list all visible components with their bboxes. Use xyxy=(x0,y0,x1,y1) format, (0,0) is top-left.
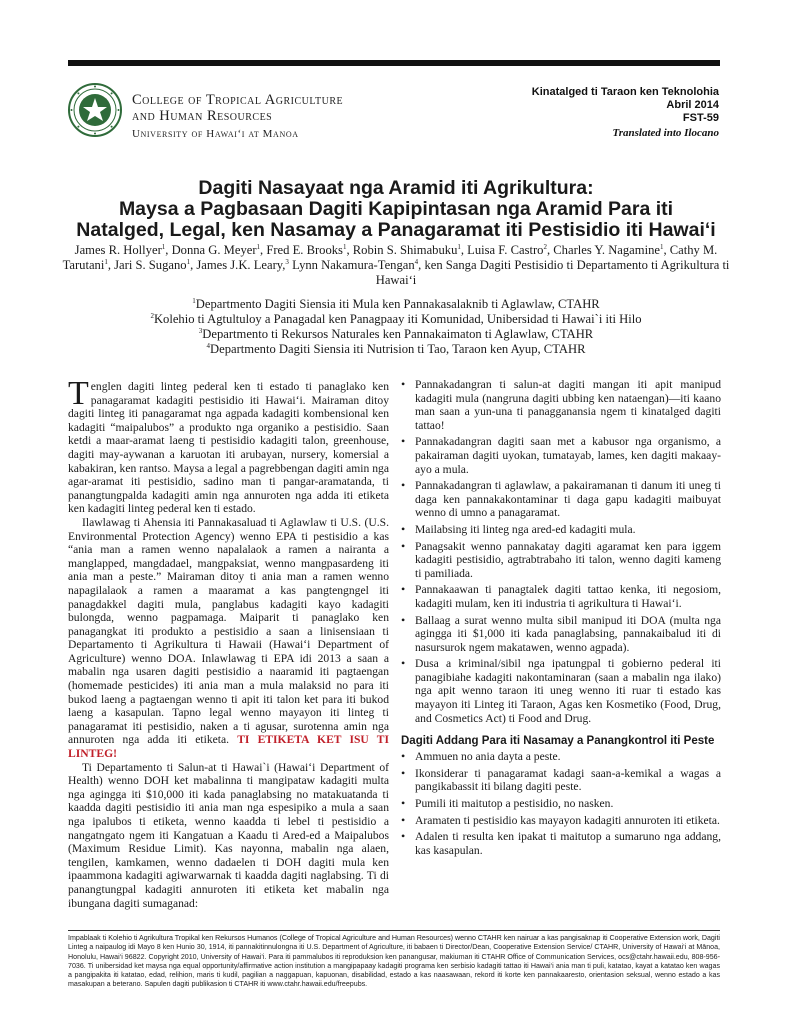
author-tail: ken Sanga Dagiti Pestisidio ti Departamento ti Agrikultura ti Hawai‘i xyxy=(375,258,730,287)
title-line3: Natalged, Legal, ken Nasamay a Panagaramat iti Pestisidio iti Hawai‘i xyxy=(76,219,716,241)
author: Luisa F. Castro xyxy=(467,243,544,257)
publication-code: FST-59 xyxy=(682,112,719,124)
author: Fred E. Brooks xyxy=(266,243,343,257)
college-name-line1: College of Tropical Agriculture xyxy=(132,92,344,108)
right-column xyxy=(401,378,721,860)
footer-notice: Impablaak ti Kolehio ti Agrikultura Tropikal ken Rekursos Humanos (College of Tropical Agriculture and Human Resources) wenno CTAHR ken nairuar a kas pangisaknap iti Cooperative Extension work, Dagiti Linteg a naipaulog idi Mayo 8 ken Hunio 30, 1914, iti pannakitinnulongna iti U.S. Department of Agriculture, iti babaen ti Director/Dean, Cooperative Extension Service/ CTAHR, University of Hawai‘i at Mānoa, Honolulu, Hawai‘i 96822. Copyright 2010, University of Hawai‘i. Para iti pammalubos iti reproduksion ken panangusar, makiuman iti CTAHR Office of Communication Services, ocs@ctahr.hawaii.edu, 808-956-7036. Ti unibersidad ket maysa nga equal opportunity/affirmative action institution a mangipapaay kadagiti programa ken serbisio kadagiti tattao iti Hawai‘i ania man ti puli, katatao, kayat a katatao ken wagas a pangipakita iti katatao, edad, relihion, maris ti kudil, pagilian a naggapuan, kapuonan, disabilidad, estado a kas naasawaan, rekord iti korte ken pannakaaresto, orientasion seksual, wenno estado a kas masakupan a beterano. Sapulen dagiti publikasion ti CTAHR iti www.ctahr.hawaii.edu/freepubs. xyxy=(68,934,720,989)
affiliation: $^3$Departmento ti Rekursos Naturales ken Pannakaimaton ti Aglawlaw, CTAHR xyxy=(198,326,594,341)
author-list: James R. Hollyer$^1$, Donna G. Meyer$^1$, Fred E. Brooks$^1$, Robin S. Shimabuku$^1$, Luisa F. Castro$^2$, Charles Y. Nagamine$^1$, Cathy M. Tarutani$^1$, Jari S. Sugano$^1$, James J.K. Leary,$^3$ Lynn Nakamura-Tengan$^4$, ken Sanga Dagiti Pestisidio ti Departamento ti Agrikultura ti Hawai‘i xyxy=(62,242,730,287)
consequence-list xyxy=(401,378,721,725)
author: Donna G. Meyer xyxy=(171,243,257,257)
list-item: • Panagsakit wenno pannakatay dagiti agaramat ken para iggem kadagiti pestisidio, agtrabtrabaho iti talon, wenno dagiti kameng ti pamiliada. xyxy=(401,540,721,581)
list-item: • Pannakadangran dagiti saan met a kabusor nga organismo, a pakairaman dagiti uyokan, tumatayab, lames, ken dagiti makaay-ayo a mula. xyxy=(401,435,721,476)
publication-date: Abril 2014 xyxy=(666,99,719,111)
author: James J.K. Leary, xyxy=(196,258,286,272)
title-line2: Maysa a Pagbasaan Dagiti Kapipintasan nga Aramid Para iti xyxy=(118,198,674,220)
affiliations xyxy=(60,297,732,357)
epa-paragraph: Ilawlawag ti Ahensia iti Pannakasaluad ti Aglawlaw ti U.S. (U.S. Environmental Protection Agency) wenno EPA ti pestisidio a kas “ania man a ramen wenno napalalaok a ramen a nairanta a manglapped, mangdadael, mangpaksiat, wenno mangpasardeng iti ania man a peste.” Mairaman ditoy ti ania man a ramen wenno napagilalaok a ramen a maaramat a kas pangtengngel iti panagdakkel dagiti mula, panglabus kadagiti kayo kadagiti bulongda, wenno pagpamaga. Maiparit ti panaglako ken panagangkat iti produkto a pestisidio a saan a linisensiaan ti Departamento ti Agrikultura ti Hawaii (Hawai‘i Department of Agriculture) wenno DOA. Inlawlawag ti EPA idi 2013 a saan a mabalin nga usaren dagiti pestisidio a naaramid iti pagtaengan (homemade pesticides) iti ania man a mula malaksid no para iti bukod laeng a pagtaengan wenno ti apit iti talon ket para iti bukod laeng a kasapulan. Tapno legal wenno mayayon iti linteg ti panagaramat iti pestisidio, naken a ti agusar, surotenna amin nga annuroten nga adda iti etiketa. TI ETIKETA KET ISU TI LINTEG! xyxy=(68,515,389,761)
university-name: University of Hawai‘i at Manoa xyxy=(132,128,299,140)
college-name-line2: and Human Resources xyxy=(132,108,273,124)
author: Lynn Nakamura-Tengan xyxy=(292,258,415,272)
left-column xyxy=(68,375,389,910)
affiliation: $^4$Departmento Dagiti Siensia iti Nutrision ti Tao, Taraon ken Ayup, CTAHR xyxy=(206,341,586,356)
list-item: • Mailabsing iti linteg nga ared-ed kadagiti mula. xyxy=(401,523,721,537)
author: Cathy M. Tarutani xyxy=(62,243,718,272)
footer-rule xyxy=(68,930,720,931)
drop-cap: T xyxy=(68,375,89,412)
list-item: • Ikonsiderar ti panagaramat kadagi saan-a-kemikal a wagas a pangikabassit iti bilang dagiti peste. xyxy=(401,767,721,794)
intro-paragraph: Tenglen dagiti linteg pederal ken ti estado ti panaglako ken panagaramat kadagiti pestisidio iti Hawai‘i. Mairaman ditoy dagiti linteg iti panagaramat nga agpada kadagiti kombensional ken kadagiti “maipalubos” a produkto nga organiko a pestisidio. Saan ketdi a maar-aramat laeng ti pestisidio kadagiti talon, greenhouse, dagiti may-aywanan a karuotan iti arubayan, nursery, komersial a kabakiran, ken rantso. Maysa a legal a pagrebbengan dagiti amin nga agar-aramat iti pestisidio, sadino man ti pangar-aramatanda, ti panangtungpalda kadagiti amin nga annuroten nga adda iti etiketa ken kadagiti linteg pederal ken ti estado. xyxy=(68,375,389,516)
list-item: • Pannakaawan ti panagtalek dagiti tattao kenka, iti negosiom, kadagiti mulam, ken iti industria ti agrikultura ti Hawai‘i. xyxy=(401,583,721,610)
title-line1: Dagiti Nasayaat nga Aramid iti Agrikultura: xyxy=(198,177,594,199)
label-is-law-callout: TI ETIKETA KET ISU TI LINTEG! xyxy=(68,733,389,761)
steps-list xyxy=(401,750,721,857)
list-item: • Pannakadangran ti aglawlaw, a pakairamanan ti danum iti uneg ti daga ken pannakakontaminar ti daga gapu kadagiti maibuyat wenno di umno a panagaramat. xyxy=(401,479,721,520)
author: Charles Y. Nagamine xyxy=(553,243,660,257)
affiliation: $^1$Departmento Dagiti Siensia iti Mula ken Pannakasalaknib ti Aglawlaw, CTAHR xyxy=(192,296,600,311)
series-name: Kinatalged ti Taraon ken Teknolohia xyxy=(531,86,719,98)
document-title xyxy=(60,178,732,241)
translation-note: Translated into Ilocano xyxy=(612,127,719,139)
author: Robin S. Shimabuku xyxy=(352,243,458,257)
author: James R. Hollyer xyxy=(74,243,162,257)
author: Jari S. Sugano xyxy=(114,258,187,272)
doh-paragraph: Ti Departamento ti Salun-at ti Hawai`i (Hawai‘i Department of Health) wenno DOH ket mabalinna ti mangipataw kadagiti multa nga agingga iti $10,000 iti kada panaglabsing no matakuatanda ti kaadda dagiti pestisidio iti ania man nga espesipiko a mula a saan nga ipalubos ti etiketa, wenno kaadda ti lebel ti pestisidio a nangatngato ngem iti Kangatuan a Kaadu ti Ared-ed a Maipalubos (Maximum Residue Limit). Kas nayonna, mabalin nga alaen, tengilen, kamkamen, wenno dadaelen ti DOH dagiti mula ken ipaammona kadagiti agiwarwarnak ti kaadda dagiti naglabsing. Ti di panangtungpal kadagiti annuroten iti etiketa ket mabalin nga ibungana dagiti sumaganad: xyxy=(68,760,389,910)
publication-meta xyxy=(532,86,719,140)
list-item: • Ballaag a surat wenno multa sibil manipud iti DOA (multa nga agingga iti $1,000 iti kada panaglabsing, pannakaibalud iti di nasursurok ngem makatawen, wenno agpada). xyxy=(401,614,721,655)
section-heading: Dagiti Addang Para iti Nasamay a Panangkontrol iti Peste xyxy=(401,735,715,748)
affiliation: $^2$Kolehio ti Agtultuloy a Panagadal ken Panagpaay iti Komunidad, Unibersidad ti Hawai`i iti Hilo xyxy=(150,311,642,326)
list-item: • Aramaten ti pestisidio kas mayayon kadagiti annuroten iti etiketa. xyxy=(401,814,721,828)
university-seal-icon xyxy=(68,83,122,137)
list-item: • Ammuen no ania dayta a peste. xyxy=(401,750,721,764)
list-item: • Adalen ti resulta ken ipakat ti maitutop a sumaruno nga addang, kas kasapulan. xyxy=(401,830,721,857)
college-name xyxy=(132,92,343,141)
top-rule xyxy=(68,60,720,66)
list-item: • Pannakadangran ti salun-at dagiti mangan iti apit manipud kadagiti mula (nangruna dagiti ubbing ken nataengan)—iti kaano man saan a yun-una ti panagganansia ngem ti kinatalged dagiti tattao! xyxy=(401,378,721,432)
list-item: • Dusa a kriminal/sibil nga ipatungpal ti gobierno pederal iti panagibiahe kadagiti nakontaminaran (saan a mabalin nga ilako) nga apit wenno taraon iti uneg wenno iti ruar ti estado kas mayayon iti Linteg iti Taraon, Agas ken Kosmetiko (Food, Drug, and Cosmetics Act) ti Food and Drug. xyxy=(401,657,721,725)
list-item: • Pumili iti maitutop a pestisidio, no nasken. xyxy=(401,797,721,811)
